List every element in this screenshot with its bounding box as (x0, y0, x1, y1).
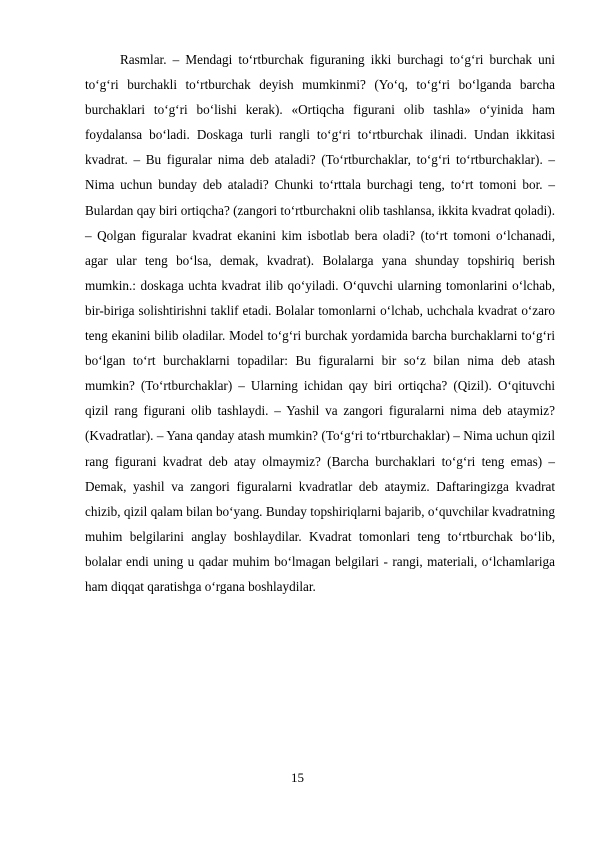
body-paragraph: Rasmlar. – Mendagi to‘rtburchak figuraning ikki burchagi to‘g‘ri burchak uni to‘g‘ri burchakli to‘rtburchak deyish mumkinmi? (Yo‘q, to‘g‘ri bo‘lganda barcha burchaklari to‘g‘ri bo‘lishi kerak). «Ortiqcha figurani olib tashla» o‘yinida ham foydalansa bo‘ladi. Doskaga turli rangli to‘g‘ri to‘rtburchak ilinadi. Undan ikkitasi kvadrat. – Bu figuralar nima deb ataladi? (To‘rtburchaklar, to‘g‘ri to‘rtburchaklar). – Nima uchun bunday deb ataladi? Chunki to‘rttala burchagi teng, to‘rt tomoni bor. – Bulardan qay biri ortiqcha? (zangori to‘rtburchakni olib tashlansa, ikkita kvadrat qoladi). – Qolgan figuralar kvadrat ekanini kim isbotlab bera oladi? (to‘rt tomoni o‘lchanadi, agar ular teng bo‘lsa, demak, kvadrat). Bolalarga yana shunday topshiriq berish mumkin.: doskaga uchta kvadrat ilib qo‘yiladi. O‘quvchi ularning tomonlarini o‘lchab, bir-biriga solishtirishni taklif etadi. Bolalar tomonlarni o‘lchab, uchchala kvadrat o‘zaro teng ekanini bilib oladilar. Model to‘g‘ri burchak yordamida barcha burchaklarni to‘g‘ri bo‘lgan to‘rt burchaklarni topadilar: Bu figuralarni bir so‘z bilan nima deb atash mumkin? (To‘rtburchaklar) – Ularning ichidan qay biri ortiqcha? (Qizil). O‘qituvchi qizil rang figurani olib tashlaydi. – Yashil va zangori figuralarni nima deb ataymiz? (Kvadratlar). – Yana qanday atash mumkin? (To‘g‘ri to‘rtburchaklar) – Nima uchun qizil rang figurani kvadrat deb atay olmaymiz? (Barcha burchaklari to‘g‘ri teng emas) – Demak, yashil va zangori figuralarni kvadratlar deb ataymiz. Daftaringizga kvadrat chizib, qizil qalam bilan bo‘yang. Bunday topshiriqlarni bajarib, o‘quvchilar kvadratning muhim belgilarini anglay boshlaydilar. Kvadrat tomonlari teng to‘rtburchak bo‘lib, bolalar endi uning u qadar muhim bo‘lmagan belgilari - rangi, materiali, o‘lchamlariga ham diqqat qaratishga o‘rgana boshlaydilar. (85, 52, 555, 594)
page-number: 15 (291, 770, 304, 785)
